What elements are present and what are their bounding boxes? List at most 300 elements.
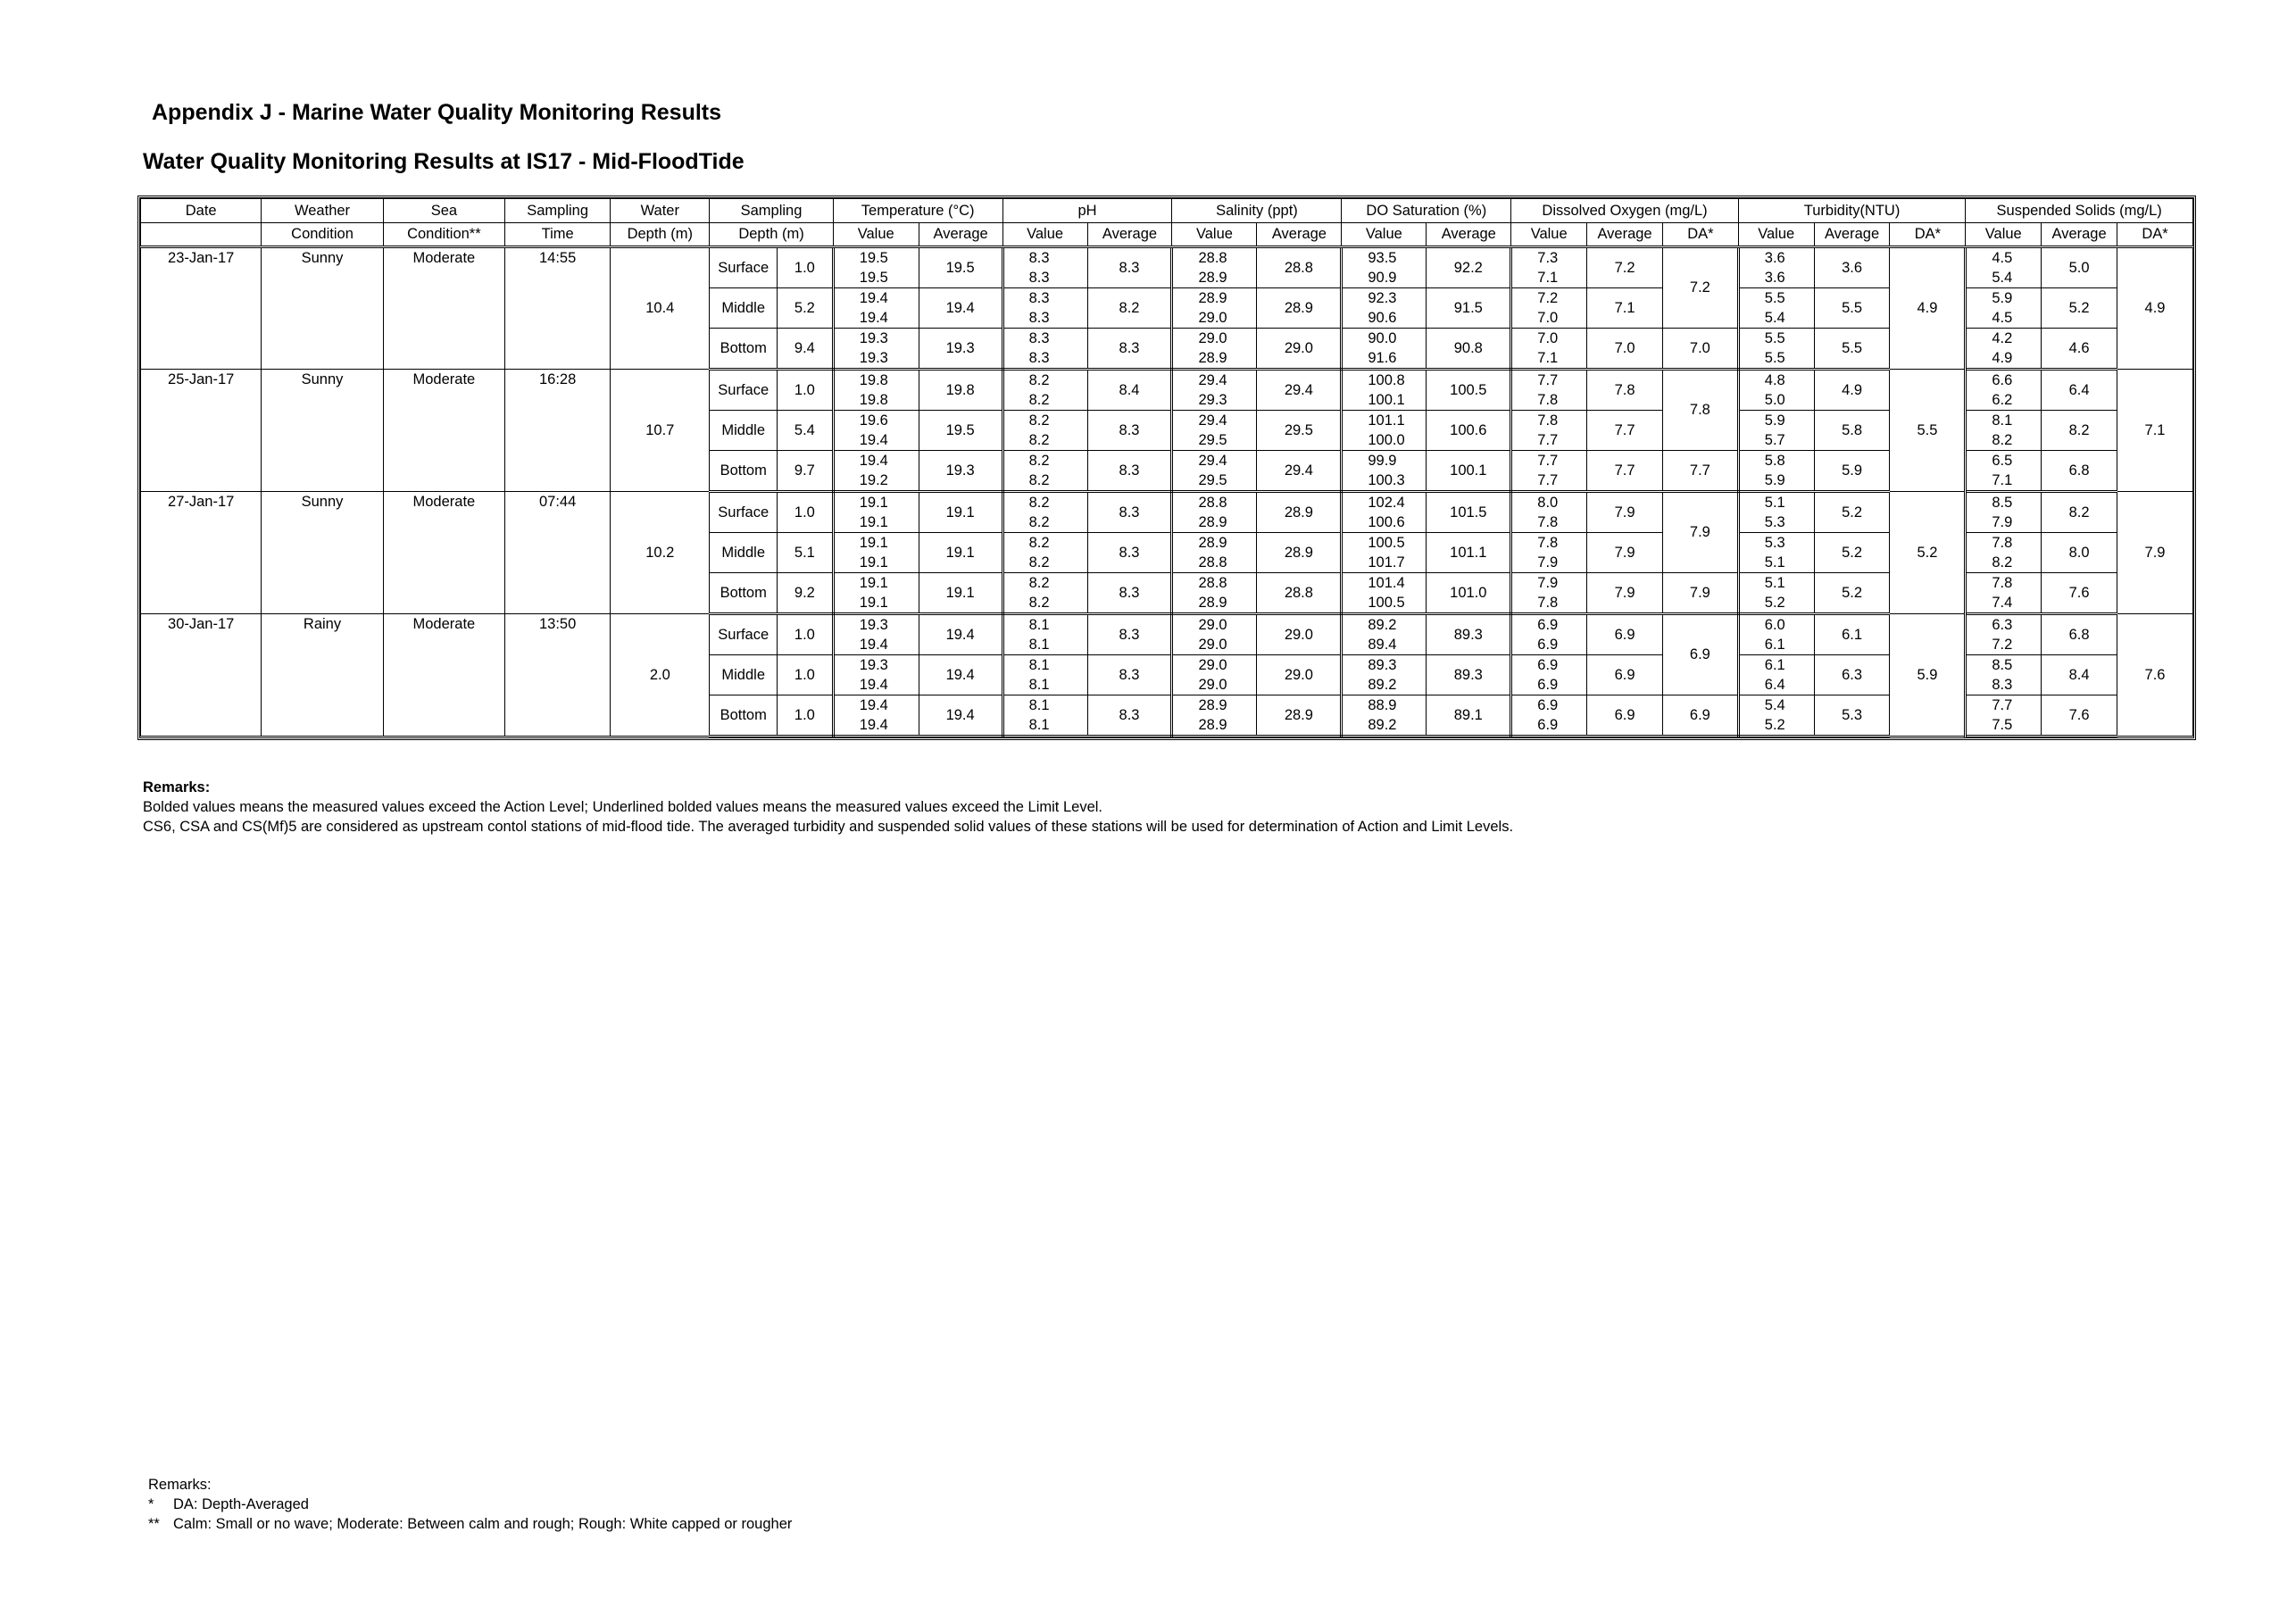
do-value-cell-reading: 7.3 (1537, 250, 1559, 266)
turbidity-average-cell: 5.9 (1814, 451, 1890, 492)
sub-header-average: Average (1257, 223, 1342, 247)
salinity-value-cell-reading: 29.4 (1198, 412, 1227, 429)
suspended-solids-value-cell-reading: 7.1 (1992, 472, 2013, 488)
temperature-value-cell (833, 533, 919, 573)
suspended-solids-value-cell-reading: 7.4 (1992, 595, 2013, 611)
do-saturation-value-cell-reading: 89.3 (1368, 657, 1397, 673)
col-turbidity: Turbidity(NTU) (1738, 199, 1966, 223)
suspended-solids-value-cell-reading: 8.2 (1992, 432, 2013, 448)
table-title: Water Quality Monitoring Results at IS17 - Mid-FloodTide (143, 149, 745, 174)
salinity-value-cell-pair (1173, 329, 1256, 368)
ph-value-cell-reading: 8.2 (1028, 575, 1050, 591)
temperature-average-cell: 19.1 (919, 573, 1002, 614)
suspended-solids-value-cell (1966, 614, 2042, 655)
ph-value-cell (1002, 288, 1087, 329)
ph-value-cell-reading: 8.2 (1028, 595, 1050, 611)
do-value-cell-reading: 6.9 (1537, 637, 1559, 653)
sampling-depth-cell: 5.2 (778, 288, 834, 329)
footnote-text: DA: Depth-Averaged (173, 1496, 309, 1512)
suspended-solids-value-cell-reading: 6.2 (1992, 392, 2013, 408)
water-depth-cell: 2.0 (611, 614, 710, 737)
ph-value-cell-reading: 8.2 (1028, 514, 1050, 530)
suspended-solids-value-cell-reading: 7.5 (1992, 717, 2013, 733)
ph-value-cell-pair (1004, 695, 1087, 735)
results-body (141, 247, 2193, 737)
sampling-level-cell: Surface (710, 370, 778, 411)
ph-value-cell (1002, 492, 1087, 533)
suspended-solids-da-cell: 7.1 (2117, 370, 2193, 492)
temperature-value-cell (833, 695, 919, 737)
turbidity-value-cell-pair (1740, 615, 1814, 654)
ph-value-cell-reading: 8.3 (1028, 250, 1050, 266)
sampling-level-cell: Surface (710, 247, 778, 288)
do-saturation-average-cell: 92.2 (1427, 247, 1511, 288)
do-value-cell-pair (1512, 329, 1586, 368)
do-saturation-value-cell (1342, 288, 1427, 329)
do-value-cell-reading: 6.9 (1537, 697, 1559, 713)
turbidity-average-cell: 5.5 (1814, 329, 1890, 370)
do-saturation-value-cell-reading: 101.1 (1368, 412, 1405, 429)
do-da-cell: 7.7 (1662, 451, 1738, 492)
turbidity-value-cell-reading: 5.5 (1764, 290, 1785, 306)
suspended-solids-value-cell-reading: 4.5 (1992, 310, 2013, 326)
footnote-item (148, 1495, 792, 1514)
turbidity-value-cell-reading: 5.5 (1764, 350, 1785, 366)
ph-value-cell-reading: 8.2 (1028, 453, 1050, 469)
turbidity-average-cell: 5.5 (1814, 288, 1890, 329)
temperature-average-cell: 19.4 (919, 655, 1002, 695)
salinity-value-cell-pair (1173, 573, 1256, 612)
do-value-cell-pair (1512, 493, 1586, 532)
col-date: Date (141, 199, 262, 223)
turbidity-value-cell-pair (1740, 329, 1814, 368)
ph-value-cell (1002, 573, 1087, 614)
footnotes-block (148, 1475, 792, 1534)
salinity-value-cell-reading: 29.4 (1198, 453, 1227, 469)
do-da-cell: 6.9 (1662, 695, 1738, 737)
do-saturation-average-cell: 89.1 (1427, 695, 1511, 737)
do-saturation-value-cell-reading: 101.7 (1368, 554, 1405, 570)
suspended-solids-value-cell (1966, 247, 2042, 288)
sub-header-value: Value (1511, 223, 1587, 247)
ph-value-cell-reading: 8.1 (1028, 677, 1050, 693)
do-saturation-value-cell-reading: 89.2 (1368, 677, 1397, 693)
turbidity-value-cell-reading: 5.3 (1764, 514, 1785, 530)
salinity-value-cell-reading: 28.8 (1198, 250, 1227, 266)
turbidity-value-cell-reading: 5.2 (1764, 595, 1785, 611)
salinity-value-cell (1172, 370, 1257, 411)
turbidity-value-cell-pair (1740, 248, 1814, 287)
ph-value-cell (1002, 451, 1087, 492)
sampling-depth-cell: 9.7 (778, 451, 834, 492)
ph-value-cell-reading: 8.2 (1028, 372, 1050, 388)
turbidity-value-cell-pair (1740, 411, 1814, 450)
suspended-solids-value-cell-reading: 7.8 (1992, 535, 2013, 551)
sub-header-value: Value (1002, 223, 1087, 247)
suspended-solids-average-cell: 4.6 (2042, 329, 2117, 370)
ph-value-cell-pair (1004, 655, 1087, 695)
ph-value-cell-pair (1004, 493, 1087, 532)
salinity-value-cell-reading: 28.8 (1198, 575, 1227, 591)
temperature-value-cell-reading: 19.1 (859, 554, 888, 570)
suspended-solids-value-cell (1966, 655, 2042, 695)
salinity-value-cell-reading: 28.9 (1198, 717, 1227, 733)
ph-value-cell-reading: 8.1 (1028, 617, 1050, 633)
salinity-value-cell-reading: 28.9 (1198, 270, 1227, 286)
turbidity-value-cell-reading: 6.1 (1764, 637, 1785, 653)
do-value-cell-reading: 7.1 (1537, 350, 1559, 366)
do-value-cell-reading: 7.9 (1537, 554, 1559, 570)
ph-value-cell-pair (1004, 248, 1087, 287)
suspended-solids-value-cell-reading: 8.3 (1992, 677, 2013, 693)
suspended-solids-value-cell-reading: 7.2 (1992, 637, 2013, 653)
turbidity-da-cell: 5.9 (1890, 614, 1966, 737)
col-water-depth: Water (611, 199, 710, 223)
suspended-solids-average-cell: 6.8 (2042, 614, 2117, 655)
do-saturation-value-cell (1342, 614, 1427, 655)
ph-value-cell-pair (1004, 615, 1087, 654)
do-saturation-average-cell: 101.5 (1427, 492, 1511, 533)
salinity-average-cell: 29.0 (1257, 655, 1342, 695)
suspended-solids-value-cell-reading: 7.7 (1992, 697, 2013, 713)
salinity-value-cell-pair (1173, 288, 1256, 328)
remarks-line: Bolded values means the measured values exceed the Action Level; Underlined bolded values means the measured values exceed the Limit Level. (143, 799, 1102, 815)
ph-average-cell: 8.3 (1087, 573, 1172, 614)
turbidity-value-cell-pair (1740, 493, 1814, 532)
ph-value-cell-reading: 8.3 (1028, 350, 1050, 366)
ph-value-cell-reading: 8.2 (1028, 535, 1050, 551)
salinity-average-cell: 28.9 (1257, 695, 1342, 737)
salinity-value-cell (1172, 695, 1257, 737)
do-average-cell: 6.9 (1587, 614, 1663, 655)
do-saturation-value-cell-reading: 90.6 (1368, 310, 1397, 326)
suspended-solids-value-cell-reading: 4.9 (1992, 350, 2013, 366)
do-value-cell-reading: 7.7 (1537, 372, 1559, 388)
page-title: Appendix J - Marine Water Quality Monitoring Results (152, 100, 722, 125)
do-da-cell: 7.9 (1662, 492, 1738, 573)
turbidity-value-cell-reading: 6.0 (1764, 617, 1785, 633)
sub-header-da: DA* (1890, 223, 1966, 247)
salinity-value-cell (1172, 573, 1257, 614)
turbidity-value-cell (1738, 614, 1814, 655)
water-depth-cell: 10.4 (611, 247, 710, 370)
ph-value-cell-reading: 8.2 (1028, 495, 1050, 511)
suspended-solids-value-cell-reading: 6.5 (1992, 453, 2013, 469)
ph-average-cell: 8.3 (1087, 492, 1172, 533)
turbidity-value-cell-reading: 5.0 (1764, 392, 1785, 408)
sub-header-average: Average (919, 223, 1002, 247)
suspended-solids-value-cell-pair (1967, 533, 2041, 572)
water-depth-cell: 10.7 (611, 370, 710, 492)
suspended-solids-da-cell: 7.9 (2117, 492, 2193, 614)
sampling-level-cell: Middle (710, 411, 778, 451)
suspended-solids-value-cell-pair (1967, 329, 2041, 368)
remarks-heading: Remarks: (143, 779, 211, 795)
salinity-value-cell-reading: 29.0 (1198, 657, 1227, 673)
suspended-solids-value-cell-pair (1967, 371, 2041, 410)
ph-average-cell: 8.3 (1087, 533, 1172, 573)
ph-value-cell (1002, 411, 1087, 451)
turbidity-average-cell: 5.3 (1814, 695, 1890, 737)
suspended-solids-value-cell (1966, 573, 2042, 614)
sampling-depth-cell: 9.2 (778, 573, 834, 614)
ph-average-cell: 8.4 (1087, 370, 1172, 411)
temperature-value-cell-pair (835, 329, 919, 368)
turbidity-value-cell-pair (1740, 451, 1814, 490)
salinity-average-cell: 29.0 (1257, 614, 1342, 655)
temperature-value-cell (833, 247, 919, 288)
ph-value-cell (1002, 614, 1087, 655)
temperature-value-cell (833, 573, 919, 614)
turbidity-value-cell-reading: 5.1 (1764, 554, 1785, 570)
sub-header-value: Value (1966, 223, 2042, 247)
header-row-2 (141, 223, 2193, 247)
temperature-value-cell-pair (835, 411, 919, 450)
do-average-cell: 7.8 (1587, 370, 1663, 411)
ph-value-cell (1002, 695, 1087, 737)
suspended-solids-average-cell: 7.6 (2042, 695, 2117, 737)
salinity-value-cell-pair (1173, 695, 1256, 735)
temperature-value-cell-pair (835, 371, 919, 410)
temperature-value-cell-reading: 19.4 (859, 677, 888, 693)
temperature-value-cell-pair (835, 573, 919, 612)
do-da-cell: 7.0 (1662, 329, 1738, 370)
ph-value-cell-reading: 8.3 (1028, 290, 1050, 306)
temperature-average-cell: 19.1 (919, 533, 1002, 573)
suspended-solids-value-cell-pair (1967, 695, 2041, 735)
temperature-value-cell-pair (835, 655, 919, 695)
suspended-solids-value-cell-reading: 6.3 (1992, 617, 2013, 633)
temperature-value-cell-reading: 19.1 (859, 495, 888, 511)
ph-average-cell: 8.3 (1087, 655, 1172, 695)
turbidity-value-cell-pair (1740, 371, 1814, 410)
do-value-cell (1511, 655, 1587, 695)
salinity-value-cell-reading: 28.9 (1198, 350, 1227, 366)
do-saturation-value-cell-pair (1343, 533, 1426, 572)
do-saturation-value-cell-pair (1343, 288, 1426, 328)
turbidity-value-cell-reading: 5.7 (1764, 432, 1785, 448)
remarks-block (143, 778, 1513, 837)
suspended-solids-value-cell-reading: 4.5 (1992, 250, 2013, 266)
salinity-average-cell: 28.9 (1257, 492, 1342, 533)
salinity-value-cell-reading: 29.0 (1198, 677, 1227, 693)
ph-value-cell (1002, 370, 1087, 411)
table-row (141, 247, 2193, 288)
sub-header-blank (141, 223, 262, 247)
sub-header-average: Average (1087, 223, 1172, 247)
temperature-value-cell-reading: 19.3 (859, 330, 888, 346)
do-value-cell (1511, 247, 1587, 288)
turbidity-average-cell: 5.2 (1814, 492, 1890, 533)
do-saturation-value-cell-reading: 100.1 (1368, 392, 1405, 408)
salinity-value-cell (1172, 614, 1257, 655)
turbidity-average-cell: 3.6 (1814, 247, 1890, 288)
sampling-time-cell: 16:28 (505, 370, 611, 492)
do-average-cell: 7.7 (1587, 411, 1663, 451)
suspended-solids-value-cell-pair (1967, 248, 2041, 287)
salinity-value-cell-reading: 29.4 (1198, 372, 1227, 388)
sampling-depth-cell: 5.1 (778, 533, 834, 573)
suspended-solids-average-cell: 7.6 (2042, 573, 2117, 614)
do-saturation-value-cell-reading: 90.0 (1368, 330, 1397, 346)
ph-average-cell: 8.3 (1087, 329, 1172, 370)
do-saturation-average-cell: 100.6 (1427, 411, 1511, 451)
turbidity-value-cell (1738, 655, 1814, 695)
salinity-average-cell: 28.9 (1257, 533, 1342, 573)
date-cell: 25-Jan-17 (141, 370, 262, 492)
salinity-value-cell-reading: 29.0 (1198, 330, 1227, 346)
temperature-average-cell: 19.3 (919, 451, 1002, 492)
ph-average-cell: 8.3 (1087, 614, 1172, 655)
do-value-cell-reading: 7.7 (1537, 472, 1559, 488)
temperature-value-cell (833, 288, 919, 329)
temperature-value-cell-reading: 19.4 (859, 717, 888, 733)
do-saturation-value-cell-reading: 89.2 (1368, 617, 1397, 633)
do-value-cell-reading: 6.9 (1537, 677, 1559, 693)
suspended-solids-value-cell-reading: 4.2 (1992, 330, 2013, 346)
do-saturation-value-cell-pair (1343, 329, 1426, 368)
ph-value-cell-pair (1004, 329, 1087, 368)
sampling-time-cell: 13:50 (505, 614, 611, 737)
suspended-solids-value-cell (1966, 411, 2042, 451)
temperature-value-cell-reading: 19.3 (859, 657, 888, 673)
do-value-cell (1511, 573, 1587, 614)
turbidity-value-cell-reading: 6.4 (1764, 677, 1785, 693)
ph-value-cell-reading: 8.1 (1028, 637, 1050, 653)
turbidity-value-cell-reading: 5.9 (1764, 472, 1785, 488)
do-average-cell: 7.1 (1587, 288, 1663, 329)
do-value-cell-pair (1512, 288, 1586, 328)
salinity-value-cell-reading: 28.8 (1198, 554, 1227, 570)
sampling-depth-cell: 1.0 (778, 247, 834, 288)
do-value-cell (1511, 695, 1587, 737)
sampling-time-cell: 14:55 (505, 247, 611, 370)
suspended-solids-value-cell-reading: 7.9 (1992, 514, 2013, 530)
temperature-value-cell (833, 655, 919, 695)
do-value-cell-reading: 7.0 (1537, 330, 1559, 346)
salinity-value-cell-reading: 29.0 (1198, 310, 1227, 326)
salinity-value-cell-reading: 28.9 (1198, 595, 1227, 611)
table-row (141, 370, 2193, 411)
do-saturation-value-cell-pair (1343, 493, 1426, 532)
salinity-value-cell-pair (1173, 411, 1256, 450)
salinity-value-cell-pair (1173, 371, 1256, 410)
weather-cell: Sunny (262, 370, 383, 492)
temperature-value-cell (833, 614, 919, 655)
turbidity-value-cell (1738, 573, 1814, 614)
col-sea: Sea (383, 199, 504, 223)
do-value-cell-reading: 7.0 (1537, 310, 1559, 326)
col-suspended-solids: Suspended Solids (mg/L) (1966, 199, 2193, 223)
do-value-cell (1511, 614, 1587, 655)
do-da-cell: 7.2 (1662, 247, 1738, 329)
turbidity-value-cell-pair (1740, 573, 1814, 612)
turbidity-value-cell-reading: 5.1 (1764, 575, 1785, 591)
sub-header-value: Value (1738, 223, 1814, 247)
do-saturation-value-cell (1342, 492, 1427, 533)
temperature-average-cell: 19.3 (919, 329, 1002, 370)
turbidity-value-cell-reading: 3.6 (1764, 270, 1785, 286)
sub-header-weather: Condition (262, 223, 383, 247)
do-saturation-value-cell (1342, 533, 1427, 573)
turbidity-average-cell: 5.2 (1814, 533, 1890, 573)
turbidity-average-cell: 5.2 (1814, 573, 1890, 614)
turbidity-value-cell (1738, 695, 1814, 737)
do-saturation-value-cell-pair (1343, 248, 1426, 287)
suspended-solids-value-cell (1966, 695, 2042, 737)
sub-header-sea: Condition** (383, 223, 504, 247)
ph-value-cell (1002, 247, 1087, 288)
do-saturation-value-cell-pair (1343, 573, 1426, 612)
temperature-average-cell: 19.1 (919, 492, 1002, 533)
suspended-solids-value-cell-pair (1967, 573, 2041, 612)
col-weather: Weather (262, 199, 383, 223)
date-cell: 27-Jan-17 (141, 492, 262, 614)
salinity-value-cell-reading: 29.5 (1198, 432, 1227, 448)
do-value-cell-reading: 8.0 (1537, 495, 1559, 511)
do-saturation-value-cell (1342, 451, 1427, 492)
salinity-average-cell: 28.9 (1257, 288, 1342, 329)
turbidity-average-cell: 4.9 (1814, 370, 1890, 411)
sub-header-value: Value (1342, 223, 1427, 247)
temperature-value-cell-pair (835, 288, 919, 328)
temperature-value-cell-pair (835, 451, 919, 490)
turbidity-average-cell: 5.8 (1814, 411, 1890, 451)
do-saturation-average-cell: 101.0 (1427, 573, 1511, 614)
sub-header-average: Average (1427, 223, 1511, 247)
ph-average-cell: 8.3 (1087, 411, 1172, 451)
do-saturation-value-cell-pair (1343, 371, 1426, 410)
do-value-cell-reading: 6.9 (1537, 617, 1559, 633)
sub-header-average: Average (1587, 223, 1663, 247)
remarks-line: CS6, CSA and CS(Mf)5 are considered as upstream contol stations of mid-flood tide. The averaged turbidity and suspended solid values of these stations will be used for determination of Action and Limit Levels. (143, 819, 1514, 835)
suspended-solids-value-cell (1966, 288, 2042, 329)
sampling-level-cell: Middle (710, 533, 778, 573)
do-average-cell: 7.9 (1587, 492, 1663, 533)
do-average-cell: 7.7 (1587, 451, 1663, 492)
turbidity-value-cell (1738, 451, 1814, 492)
turbidity-average-cell: 6.1 (1814, 614, 1890, 655)
temperature-value-cell (833, 329, 919, 370)
turbidity-value-cell-reading: 3.6 (1764, 250, 1785, 266)
suspended-solids-average-cell: 5.0 (2042, 247, 2117, 288)
ph-value-cell-reading: 8.2 (1028, 554, 1050, 570)
suspended-solids-value-cell-pair (1967, 288, 2041, 328)
suspended-solids-value-cell (1966, 329, 2042, 370)
do-average-cell: 7.9 (1587, 573, 1663, 614)
ph-value-cell-reading: 8.1 (1028, 697, 1050, 713)
water-depth-cell: 10.2 (611, 492, 710, 614)
ph-value-cell-pair (1004, 573, 1087, 612)
suspended-solids-average-cell: 6.4 (2042, 370, 2117, 411)
do-saturation-value-cell-reading: 100.8 (1368, 372, 1405, 388)
do-average-cell: 6.9 (1587, 695, 1663, 737)
salinity-value-cell (1172, 492, 1257, 533)
turbidity-value-cell-pair (1740, 533, 1814, 572)
sub-header-sampling-depth: Depth (m) (710, 223, 833, 247)
do-da-cell: 6.9 (1662, 614, 1738, 695)
do-saturation-value-cell-pair (1343, 655, 1426, 695)
turbidity-value-cell-pair (1740, 655, 1814, 695)
do-saturation-average-cell: 100.1 (1427, 451, 1511, 492)
do-saturation-value-cell-reading: 91.6 (1368, 350, 1397, 366)
sampling-time-cell: 07:44 (505, 492, 611, 614)
salinity-average-cell: 29.4 (1257, 451, 1342, 492)
salinity-value-cell-pair (1173, 655, 1256, 695)
do-saturation-average-cell: 89.3 (1427, 655, 1511, 695)
sampling-depth-cell: 1.0 (778, 695, 834, 737)
salinity-value-cell-reading: 28.8 (1198, 495, 1227, 511)
